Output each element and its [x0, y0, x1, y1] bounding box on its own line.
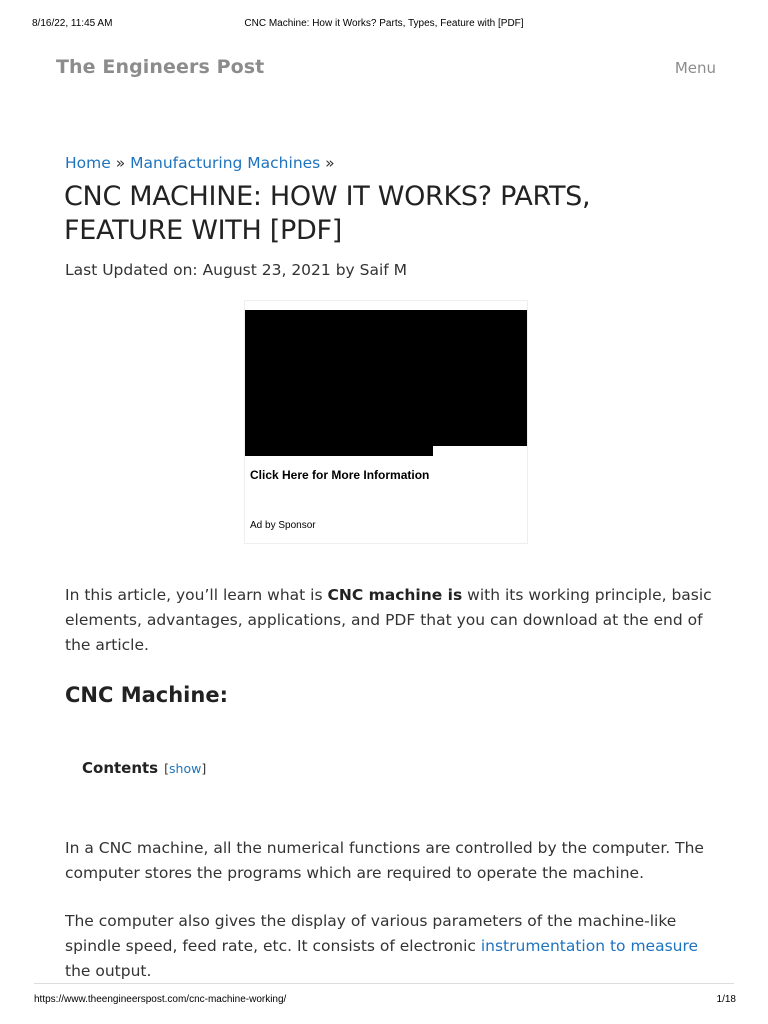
- body-text: the output.: [65, 962, 152, 980]
- mute-icon[interactable]: [488, 126, 510, 144]
- breadcrumb-separator: »: [320, 154, 335, 172]
- print-page-number: 1/18: [716, 994, 736, 1005]
- ad-cta-link[interactable]: Click Here for More Information: [250, 468, 430, 482]
- site-title-link[interactable]: The Engineers Post: [56, 56, 265, 78]
- breadcrumb: [65, 154, 335, 172]
- instrumentation-link[interactable]: instrumentation to measure: [480, 937, 699, 955]
- table-of-contents: [82, 759, 206, 777]
- intro-paragraph: [65, 583, 715, 658]
- intro-text: In this article, you’ll learn what is: [65, 586, 328, 604]
- section-heading: CNC Machine:: [65, 683, 228, 707]
- toc-show-link[interactable]: show: [169, 761, 202, 776]
- toc-bracket: [: [164, 761, 170, 776]
- footer-divider: [34, 983, 734, 984]
- post-author-link[interactable]: Saif M: [359, 261, 408, 279]
- toc-toggle: [164, 761, 206, 776]
- body-paragraph: [65, 909, 715, 984]
- toc-title: Contents: [82, 759, 159, 777]
- page-title: CNC MACHINE: HOW IT WORKS? PARTS, FEATURE WITH [PDF]: [64, 181, 591, 246]
- print-date: 8/16/22, 11:45 AM: [32, 18, 113, 29]
- ad-unit[interactable]: [244, 300, 528, 544]
- post-meta-date: Last Updated on: August 23, 2021 by: [65, 261, 360, 279]
- ad-sponsor-label: Ad by Sponsor: [250, 520, 316, 531]
- print-url: https://www.theengineerspost.com/cnc-machine-working/: [34, 994, 287, 1005]
- intro-text: with its working principle, basic elements, advantages, applications, and PDF that you can download at the end of the article.: [65, 586, 712, 654]
- ad-video-progress-area: [245, 446, 433, 456]
- breadcrumb-category-link[interactable]: Manufacturing Machines: [130, 154, 321, 172]
- breadcrumb-home-link[interactable]: Home: [65, 154, 111, 172]
- body-text: The computer also gives the display of various parameters of the machine-like spindle speed, feed rate, etc. It consists of electronic: [65, 912, 677, 955]
- site-header: [56, 56, 716, 86]
- print-page-title: CNC Machine: How it Works? Parts, Types, Feature with [PDF]: [244, 18, 524, 29]
- body-paragraph: In a CNC machine, all the numerical functions are controlled by the computer. The computer stores the programs which are required to operate the machine.: [65, 839, 704, 882]
- intro-bold-term: CNC machine is: [327, 586, 463, 604]
- post-meta: [65, 261, 407, 279]
- print-header: [32, 18, 736, 32]
- ad-video-player[interactable]: [245, 310, 527, 446]
- print-footer: [34, 994, 736, 1008]
- breadcrumb-separator: »: [110, 154, 131, 172]
- toc-bracket: ]: [201, 761, 207, 776]
- menu-button[interactable]: Menu: [674, 59, 716, 77]
